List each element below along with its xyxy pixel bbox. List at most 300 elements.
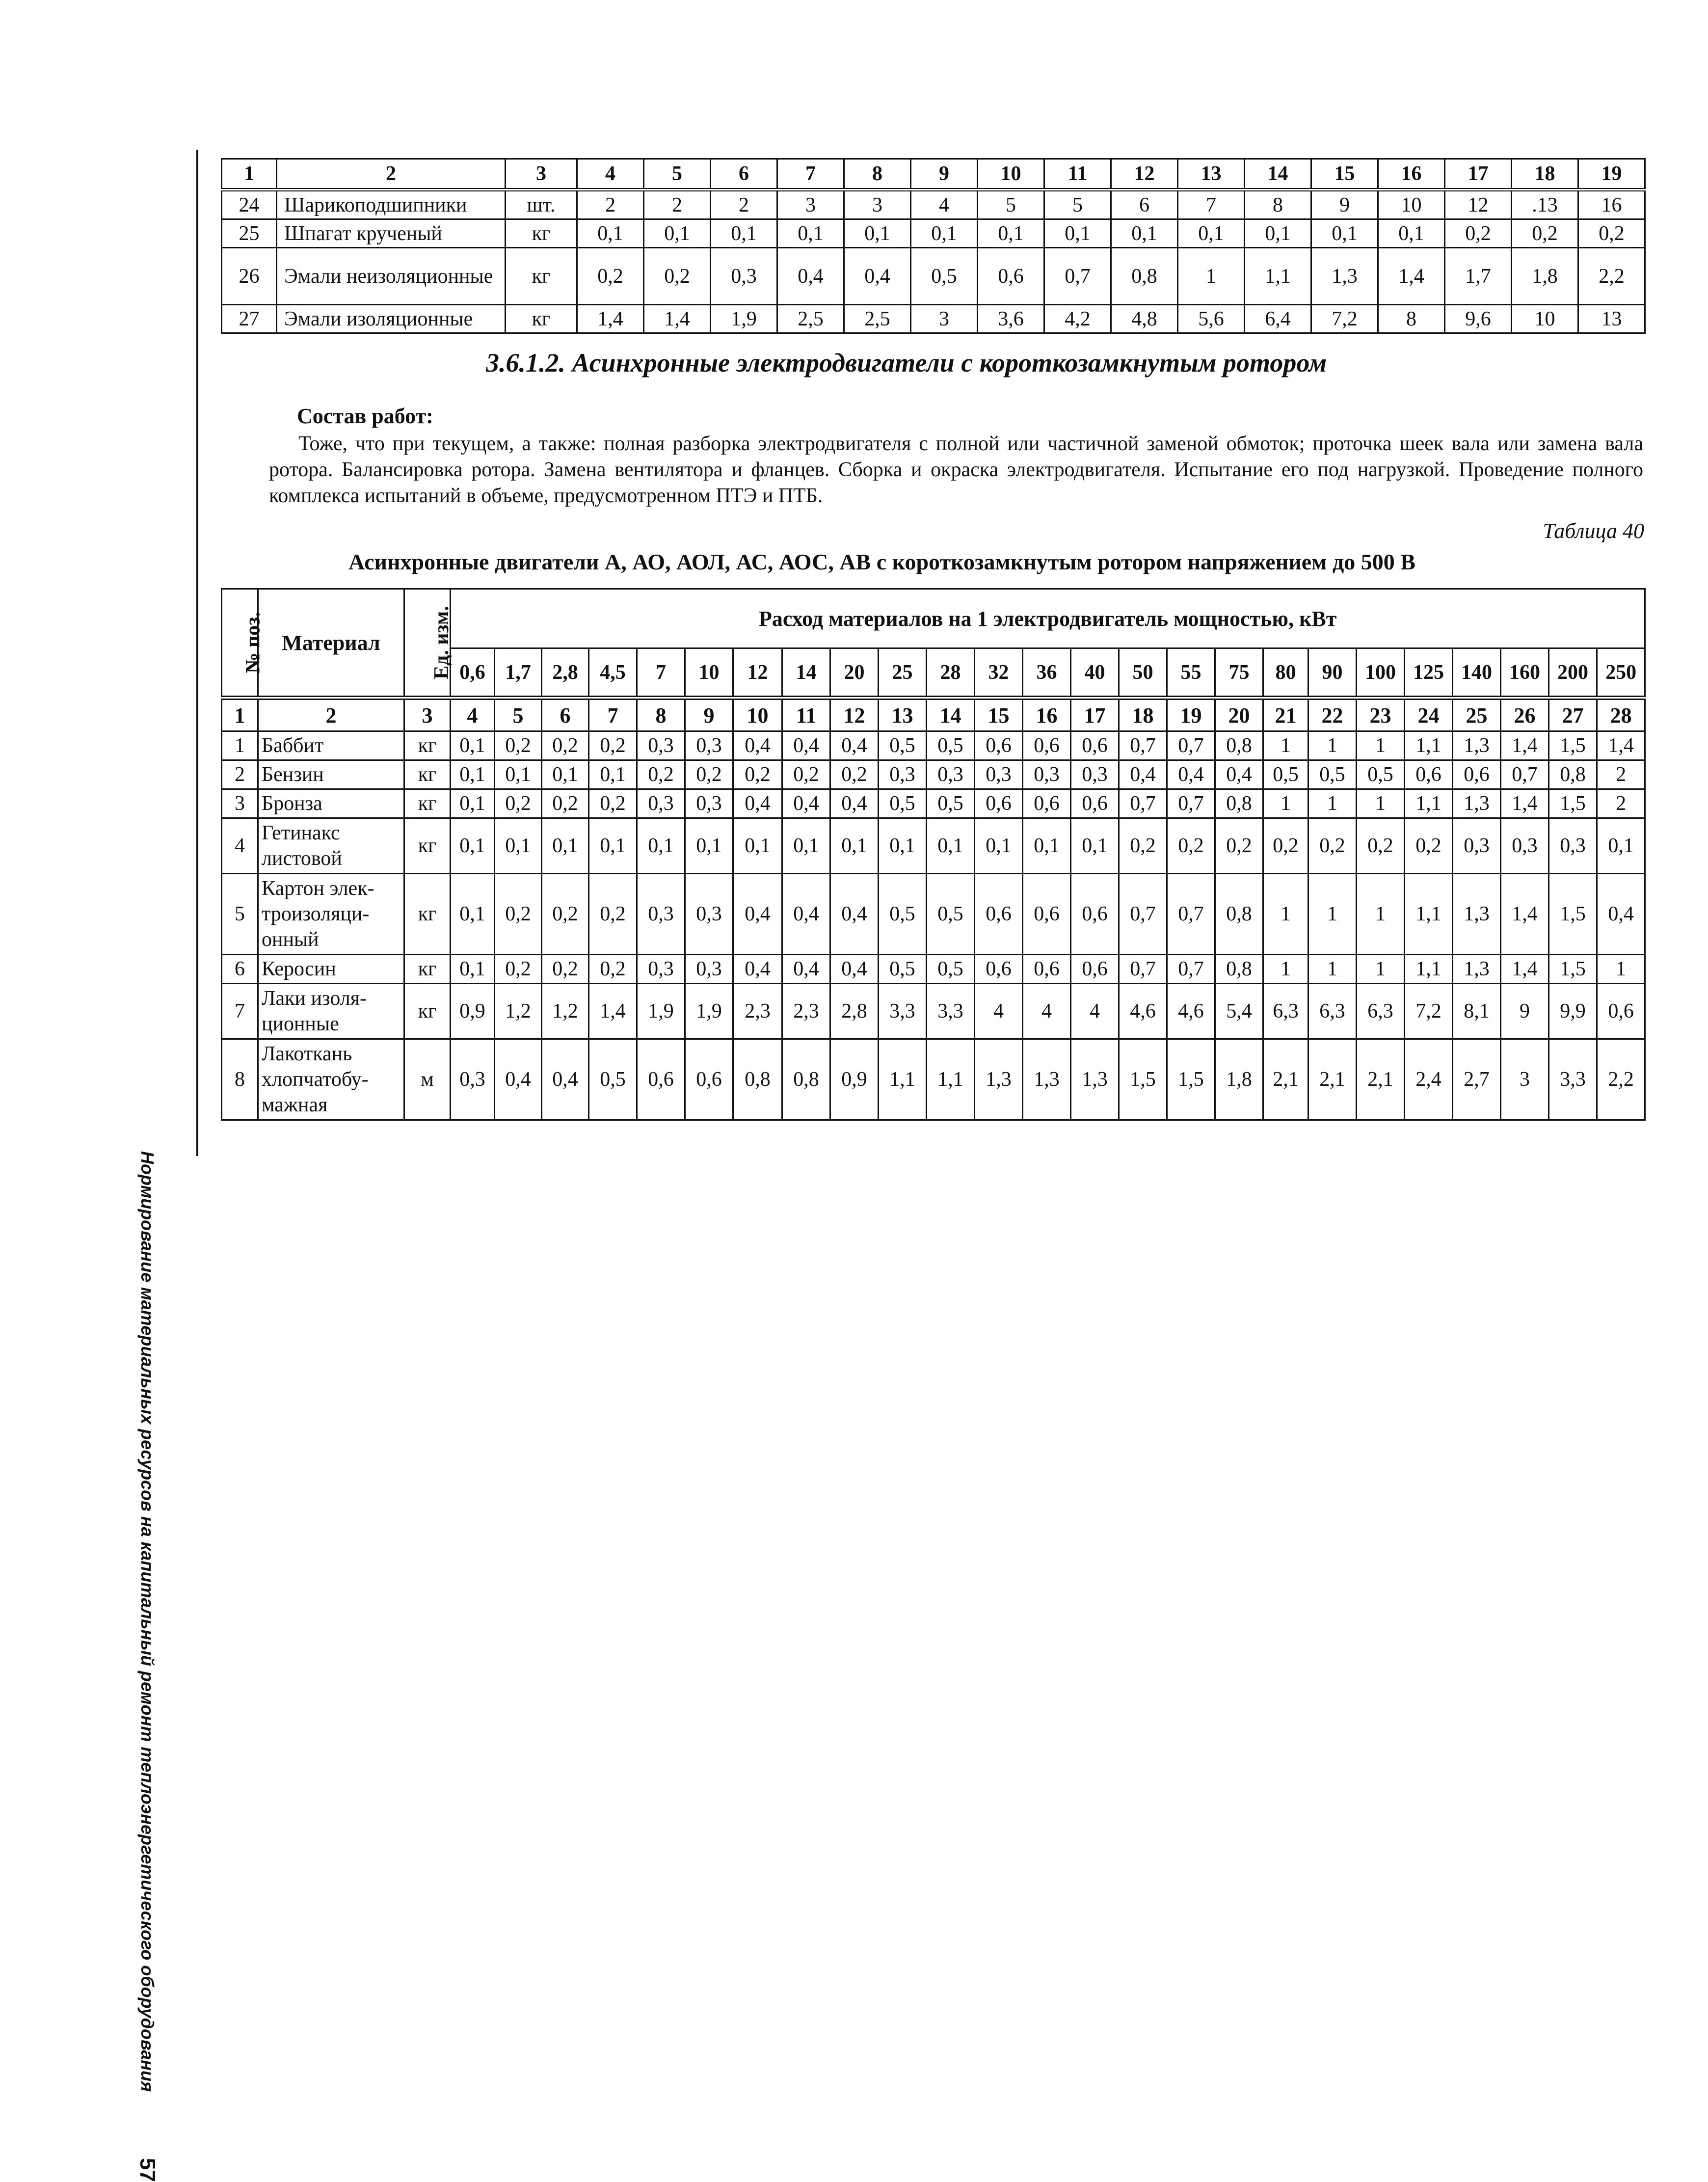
value-cell: 9 [1311, 190, 1378, 219]
column-number-cell: 13 [1178, 159, 1245, 190]
value-cell: 3 [777, 190, 844, 219]
value-cell: 1,9 [711, 305, 777, 333]
value-cell: 0,6 [1023, 731, 1071, 760]
column-number-cell: 14 [1245, 159, 1311, 190]
column-number-cell: 19 [1167, 698, 1215, 731]
value-cell: 0,4 [782, 731, 830, 760]
column-number-cell: 21 [1263, 698, 1308, 731]
value-cell: 0,4 [495, 1039, 542, 1120]
power-header-cell: 12 [733, 648, 782, 698]
column-number-cell: 6 [711, 159, 777, 190]
value-cell: 0,2 [637, 760, 685, 789]
value-cell: 0,1 [685, 818, 733, 874]
power-header-cell: 25 [879, 648, 927, 698]
value-cell: 1,9 [637, 984, 685, 1039]
power-header-cell: 160 [1501, 648, 1549, 698]
value-cell: 8 [1245, 190, 1311, 219]
value-cell: 1 [1263, 955, 1308, 984]
value-cell: 2,3 [782, 984, 830, 1039]
value-cell: 0,4 [1215, 760, 1263, 789]
value-cell: 0,3 [975, 760, 1023, 789]
column-number-cell: 12 [830, 698, 879, 731]
power-header-cell: 100 [1357, 648, 1405, 698]
value-cell: 2,5 [844, 305, 911, 333]
value-cell: 2,1 [1263, 1039, 1308, 1120]
value-cell: 5,4 [1215, 984, 1263, 1039]
value-cell: 0,1 [451, 760, 495, 789]
position-cell: 25 [222, 219, 277, 248]
value-cell: 3 [844, 190, 911, 219]
value-cell: 0,8 [782, 1039, 830, 1120]
value-cell: 0,2 [1578, 219, 1645, 248]
value-cell: 0,2 [589, 789, 637, 818]
value-cell: 0,2 [733, 760, 782, 789]
value-cell: 1,3 [1311, 248, 1378, 305]
material-cell: Шарикоподшипники [277, 190, 506, 219]
position-cell: 4 [222, 818, 258, 874]
column-number-cell: 16 [1023, 698, 1071, 731]
value-cell: 0,4 [1119, 760, 1167, 789]
value-cell: 0,2 [577, 248, 644, 305]
value-cell: 0,4 [733, 874, 782, 955]
column-number-cell: 16 [1378, 159, 1445, 190]
value-cell: 0,6 [1023, 874, 1071, 955]
power-header-cell: 80 [1263, 648, 1308, 698]
column-number-cell: 11 [782, 698, 830, 731]
value-cell: 1,1 [927, 1039, 975, 1120]
value-cell: 0,4 [830, 731, 879, 760]
value-cell: 0,3 [637, 789, 685, 818]
power-header-cell: 7 [637, 648, 685, 698]
value-cell: 0,2 [495, 874, 542, 955]
value-cell: 1 [1357, 731, 1405, 760]
value-cell: 1 [1263, 874, 1308, 955]
value-cell: 0,5 [927, 789, 975, 818]
value-cell: 0,6 [1453, 760, 1501, 789]
column-number-cell: 5 [644, 159, 711, 190]
value-cell: 7,2 [1311, 305, 1378, 333]
composition-text: Тоже, что при текущем, а также: полная разборка электродвигателя с полной или частичной заменой обмоток; проточка шеек вала или замена вала ротора. Балансировка ротора. Замена вентилятора и фланцев. Сборка и окраска электродвигателя. Испытание его под нагрузкой. Проведение полного комплекса испытаний в объеме, предусмотренном ПТЭ и ПТБ. [269, 432, 1643, 507]
value-cell: 16 [1578, 190, 1645, 219]
unit-cell: кг [404, 955, 451, 984]
value-cell: 4,6 [1119, 984, 1167, 1039]
value-cell: 1 [1357, 789, 1405, 818]
value-cell: 0,1 [844, 219, 911, 248]
value-cell: 0,4 [777, 248, 844, 305]
value-cell: 6,3 [1308, 984, 1357, 1039]
value-cell: 0,6 [1071, 731, 1119, 760]
value-cell: 2 [1597, 789, 1645, 818]
value-cell: 0,3 [451, 1039, 495, 1120]
power-header-cell: 14 [782, 648, 830, 698]
value-cell: 1,4 [1501, 874, 1549, 955]
position-cell: 1 [222, 731, 258, 760]
power-header-cell: 250 [1597, 648, 1645, 698]
value-cell: 0,4 [733, 789, 782, 818]
value-cell: 0,5 [927, 874, 975, 955]
value-cell: 0,1 [1044, 219, 1111, 248]
value-cell: 0,4 [1167, 760, 1215, 789]
column-number-cell: 8 [844, 159, 911, 190]
column-number-cell: 14 [927, 698, 975, 731]
power-header-cell: 4,5 [589, 648, 637, 698]
position-cell: 3 [222, 789, 258, 818]
unit-cell: кг [404, 789, 451, 818]
value-cell: 0,3 [685, 874, 733, 955]
value-cell: 0,2 [685, 760, 733, 789]
table-label: Таблица 40 [1543, 519, 1644, 543]
value-cell: 1,1 [1405, 731, 1453, 760]
value-cell: 0,7 [1167, 731, 1215, 760]
value-cell: 2,4 [1405, 1039, 1453, 1120]
value-cell: 0,2 [1263, 818, 1308, 874]
power-header-cell: 36 [1023, 648, 1071, 698]
power-header-cell: 75 [1215, 648, 1263, 698]
power-header-cell: 55 [1167, 648, 1215, 698]
column-number-cell: 11 [1044, 159, 1111, 190]
value-cell: 0,5 [879, 731, 927, 760]
value-cell: 0,4 [830, 789, 879, 818]
table-row [222, 818, 1645, 874]
column-number-cell: 5 [495, 698, 542, 731]
value-cell: 1,4 [577, 305, 644, 333]
top-table [221, 158, 1646, 334]
value-cell: 0,4 [782, 874, 830, 955]
value-cell: 1 [1263, 789, 1308, 818]
value-cell: 1,3 [1453, 789, 1501, 818]
value-cell: 0,6 [975, 874, 1023, 955]
value-cell: 0,6 [685, 1039, 733, 1120]
value-cell: 0,1 [1023, 818, 1071, 874]
value-cell: 0,3 [1549, 818, 1597, 874]
position-cell: 2 [222, 760, 258, 789]
value-cell: 1,9 [685, 984, 733, 1039]
position-cell: 7 [222, 984, 258, 1039]
value-cell: 0,1 [975, 818, 1023, 874]
value-cell: 0,2 [1512, 219, 1578, 248]
value-cell: 0,1 [451, 789, 495, 818]
power-header-cell: 40 [1071, 648, 1119, 698]
value-cell: 0,4 [830, 874, 879, 955]
value-cell: 9,6 [1445, 305, 1512, 333]
value-cell: 0,2 [542, 955, 589, 984]
value-cell: 0,1 [879, 818, 927, 874]
power-header-cell: 90 [1308, 648, 1357, 698]
material-header: Материал [258, 589, 404, 698]
value-cell: 7 [1178, 190, 1245, 219]
value-cell: 2,1 [1308, 1039, 1357, 1120]
value-cell: 5 [1044, 190, 1111, 219]
value-cell: 0,3 [1071, 760, 1119, 789]
position-cell: 26 [222, 248, 277, 305]
value-cell: 0,7 [1119, 955, 1167, 984]
table-title: Асинхронные двигатели А, АО, АОЛ, АС, АОС, АВ с короткозамкнутым ротором напряжением до 500 В [348, 549, 1415, 574]
value-cell: 9 [1501, 984, 1549, 1039]
column-number-cell: 19 [1578, 159, 1645, 190]
value-cell: 0,7 [1119, 731, 1167, 760]
value-cell: 0,7 [1501, 760, 1549, 789]
position-cell: 24 [222, 190, 277, 219]
column-number-cell: 26 [1501, 698, 1549, 731]
value-cell: 4,8 [1111, 305, 1178, 333]
column-number-cell: 4 [451, 698, 495, 731]
value-cell: 1,5 [1549, 731, 1597, 760]
value-cell: 0,6 [975, 955, 1023, 984]
value-cell: 1,5 [1549, 955, 1597, 984]
value-cell: 0,1 [589, 760, 637, 789]
value-cell: 2,3 [733, 984, 782, 1039]
value-cell: 1,3 [1023, 1039, 1071, 1120]
value-cell: 1,4 [1501, 789, 1549, 818]
value-cell: 6,3 [1263, 984, 1308, 1039]
value-cell: 5,6 [1178, 305, 1245, 333]
column-number-cell: 20 [1215, 698, 1263, 731]
value-cell: 0,4 [830, 955, 879, 984]
column-number-cell: 7 [589, 698, 637, 731]
value-cell: 0,4 [844, 248, 911, 305]
column-number-cell: 25 [1453, 698, 1501, 731]
value-cell: 10 [1512, 305, 1578, 333]
value-cell: 1,3 [1453, 955, 1501, 984]
unit-cell: шт. [506, 190, 577, 219]
unit-cell: кг [404, 731, 451, 760]
power-header-cell: 0,6 [451, 648, 495, 698]
position-cell: 5 [222, 874, 258, 955]
column-number-cell: 4 [577, 159, 644, 190]
value-cell: 0,1 [451, 874, 495, 955]
value-cell: 1,1 [1245, 248, 1311, 305]
value-cell: 1,8 [1512, 248, 1578, 305]
value-cell: 0,9 [830, 1039, 879, 1120]
value-cell: 1,5 [1549, 874, 1597, 955]
value-cell: 0,1 [1071, 818, 1119, 874]
value-cell: 0,6 [975, 731, 1023, 760]
value-cell: 1,5 [1549, 789, 1597, 818]
value-cell: 0,7 [1167, 789, 1215, 818]
value-cell: 13 [1578, 305, 1645, 333]
value-cell: 0,4 [1597, 874, 1645, 955]
value-cell: 1,5 [1119, 1039, 1167, 1120]
section-title: 3.6.1.2. Асинхронные электродвигатели с короткозамкнутым ротором [486, 348, 1327, 377]
value-cell: 4,2 [1044, 305, 1111, 333]
value-cell: 0,1 [542, 760, 589, 789]
value-cell: 0,3 [1453, 818, 1501, 874]
value-cell: 0,5 [927, 955, 975, 984]
material-cell: Бронза [258, 789, 404, 818]
column-number-cell: 22 [1308, 698, 1357, 731]
value-cell: 0,1 [451, 818, 495, 874]
value-cell: 0,3 [1501, 818, 1549, 874]
top-table-header-row [222, 159, 1645, 190]
value-cell: 0,2 [830, 760, 879, 789]
value-cell: 0,6 [1071, 789, 1119, 818]
value-cell: 0,7 [1119, 874, 1167, 955]
value-cell: 0,6 [1597, 984, 1645, 1039]
value-cell: 0,7 [1044, 248, 1111, 305]
value-cell: 1 [1178, 248, 1245, 305]
value-cell: 0,8 [1111, 248, 1178, 305]
value-cell: 3 [1501, 1039, 1549, 1120]
value-cell: 3,6 [978, 305, 1044, 333]
material-cell: Лакоткань хлопчатобу-мажная [258, 1039, 404, 1120]
unit-cell: кг [506, 248, 577, 305]
value-cell: 0,8 [1215, 955, 1263, 984]
column-number-cell: 7 [777, 159, 844, 190]
value-cell: 0,3 [879, 760, 927, 789]
value-cell: 1,1 [1405, 874, 1453, 955]
value-cell: 0,2 [589, 874, 637, 955]
value-cell: 4 [1023, 984, 1071, 1039]
column-number-cell: 17 [1071, 698, 1119, 731]
value-cell: 1 [1308, 874, 1357, 955]
page-number: 57 [135, 2158, 160, 2182]
column-number-cell: 2 [277, 159, 506, 190]
value-cell: 2 [577, 190, 644, 219]
column-number-cell: 24 [1405, 698, 1453, 731]
value-cell: 0,2 [1308, 818, 1357, 874]
value-cell: 8 [1378, 305, 1445, 333]
unit-cell: кг [404, 984, 451, 1039]
side-caption [133, 1151, 162, 2182]
value-cell: 0,8 [1549, 760, 1597, 789]
value-cell: 0,1 [451, 731, 495, 760]
value-cell: 0,3 [685, 731, 733, 760]
unit-cell: кг [506, 219, 577, 248]
power-header-cell: 2,8 [542, 648, 589, 698]
value-cell: 0,9 [451, 984, 495, 1039]
column-number-cell: 9 [911, 159, 978, 190]
value-cell: 1,4 [1501, 955, 1549, 984]
value-cell: 0,1 [451, 955, 495, 984]
value-cell: 1,4 [644, 305, 711, 333]
value-cell: 2,2 [1578, 248, 1645, 305]
value-cell: 1 [1308, 789, 1357, 818]
value-cell: 0,4 [733, 731, 782, 760]
material-cell: Картон элек-троизоляци-онный [258, 874, 404, 955]
value-cell: 1,5 [1167, 1039, 1215, 1120]
table-row [222, 789, 1645, 818]
column-number-cell: 10 [978, 159, 1044, 190]
value-cell: 0,5 [879, 789, 927, 818]
value-cell: 7,2 [1405, 984, 1453, 1039]
value-cell: 1,4 [589, 984, 637, 1039]
value-cell: 2,5 [777, 305, 844, 333]
value-cell: 1,4 [1378, 248, 1445, 305]
table-row [222, 1039, 1645, 1120]
value-cell: 0,7 [1167, 955, 1215, 984]
value-cell: 0,5 [879, 955, 927, 984]
power-header-cell: 10 [685, 648, 733, 698]
column-number-cell: 15 [975, 698, 1023, 731]
value-cell: 0,2 [1119, 818, 1167, 874]
power-header-cell: 1,7 [495, 648, 542, 698]
value-cell: 0,6 [637, 1039, 685, 1120]
power-header-cell: 32 [975, 648, 1023, 698]
value-cell: 1,3 [1071, 1039, 1119, 1120]
value-cell: 0,1 [1245, 219, 1311, 248]
value-cell: 0,5 [1308, 760, 1357, 789]
value-cell: 0,8 [1215, 789, 1263, 818]
position-cell: 27 [222, 305, 277, 333]
value-cell: 1,2 [495, 984, 542, 1039]
value-cell: 0,5 [927, 731, 975, 760]
power-header-cell: 125 [1405, 648, 1453, 698]
value-cell: 0,2 [495, 955, 542, 984]
value-cell: 2,2 [1597, 1039, 1645, 1120]
value-cell: 0,1 [777, 219, 844, 248]
value-cell: 0,1 [495, 818, 542, 874]
power-header-cell: 28 [927, 648, 975, 698]
value-cell: 0,6 [1023, 789, 1071, 818]
value-cell: 0,2 [644, 248, 711, 305]
value-cell: 0,1 [733, 818, 782, 874]
value-cell: 1 [1597, 955, 1645, 984]
value-cell: 3,3 [927, 984, 975, 1039]
value-cell: 1 [1308, 955, 1357, 984]
value-cell: 12 [1445, 190, 1512, 219]
value-cell: 0,6 [975, 789, 1023, 818]
table-row [222, 874, 1645, 955]
side-caption-text: Нормирование материальных ресурсов на капитальный ремонт теплоэнергетического оборудования [137, 1151, 158, 2092]
value-cell: 0,2 [782, 760, 830, 789]
material-cell: Лаки изоля-ционные [258, 984, 404, 1039]
value-cell: 1,1 [1405, 955, 1453, 984]
value-cell: 0,1 [542, 818, 589, 874]
value-cell: 1,7 [1445, 248, 1512, 305]
pos-header: № поз. [222, 589, 258, 698]
value-cell: 3,3 [1549, 1039, 1597, 1120]
value-cell: 0,2 [1357, 818, 1405, 874]
value-cell: 0,5 [911, 248, 978, 305]
table-row [222, 760, 1645, 789]
value-cell: 0,1 [1378, 219, 1445, 248]
value-cell: 1,3 [975, 1039, 1023, 1120]
value-cell: 1,1 [1405, 789, 1453, 818]
value-cell: 0,2 [495, 789, 542, 818]
column-number-cell: 2 [258, 698, 404, 731]
value-cell: 1,1 [879, 1039, 927, 1120]
value-cell: 0,8 [1215, 874, 1263, 955]
value-cell: 0,2 [1167, 818, 1215, 874]
table-row [222, 305, 1645, 333]
power-header-cell: 200 [1549, 648, 1597, 698]
value-cell: 0,3 [711, 248, 777, 305]
material-cell: Баббит [258, 731, 404, 760]
value-cell: 4 [975, 984, 1023, 1039]
value-cell: 0,2 [542, 789, 589, 818]
table-row [222, 219, 1645, 248]
value-cell: 0,1 [1311, 219, 1378, 248]
value-cell: 0,3 [637, 955, 685, 984]
main-table [221, 588, 1646, 1121]
column-number-cell: 28 [1597, 698, 1645, 731]
table-row [222, 955, 1645, 984]
value-cell: 0,1 [927, 818, 975, 874]
material-cell: Эмали изоляционные [277, 305, 506, 333]
value-cell: 0,5 [1357, 760, 1405, 789]
value-cell: 0,1 [495, 760, 542, 789]
value-cell: 0,2 [1215, 818, 1263, 874]
value-cell: 0,2 [495, 731, 542, 760]
value-cell: 0,1 [711, 219, 777, 248]
value-cell: 4,6 [1167, 984, 1215, 1039]
value-cell: 2,7 [1453, 1039, 1501, 1120]
value-cell: 5 [978, 190, 1044, 219]
value-cell: .13 [1512, 190, 1578, 219]
column-number-cell: 1 [222, 698, 258, 731]
value-cell: 0,2 [1405, 818, 1453, 874]
value-cell: 8,1 [1453, 984, 1501, 1039]
